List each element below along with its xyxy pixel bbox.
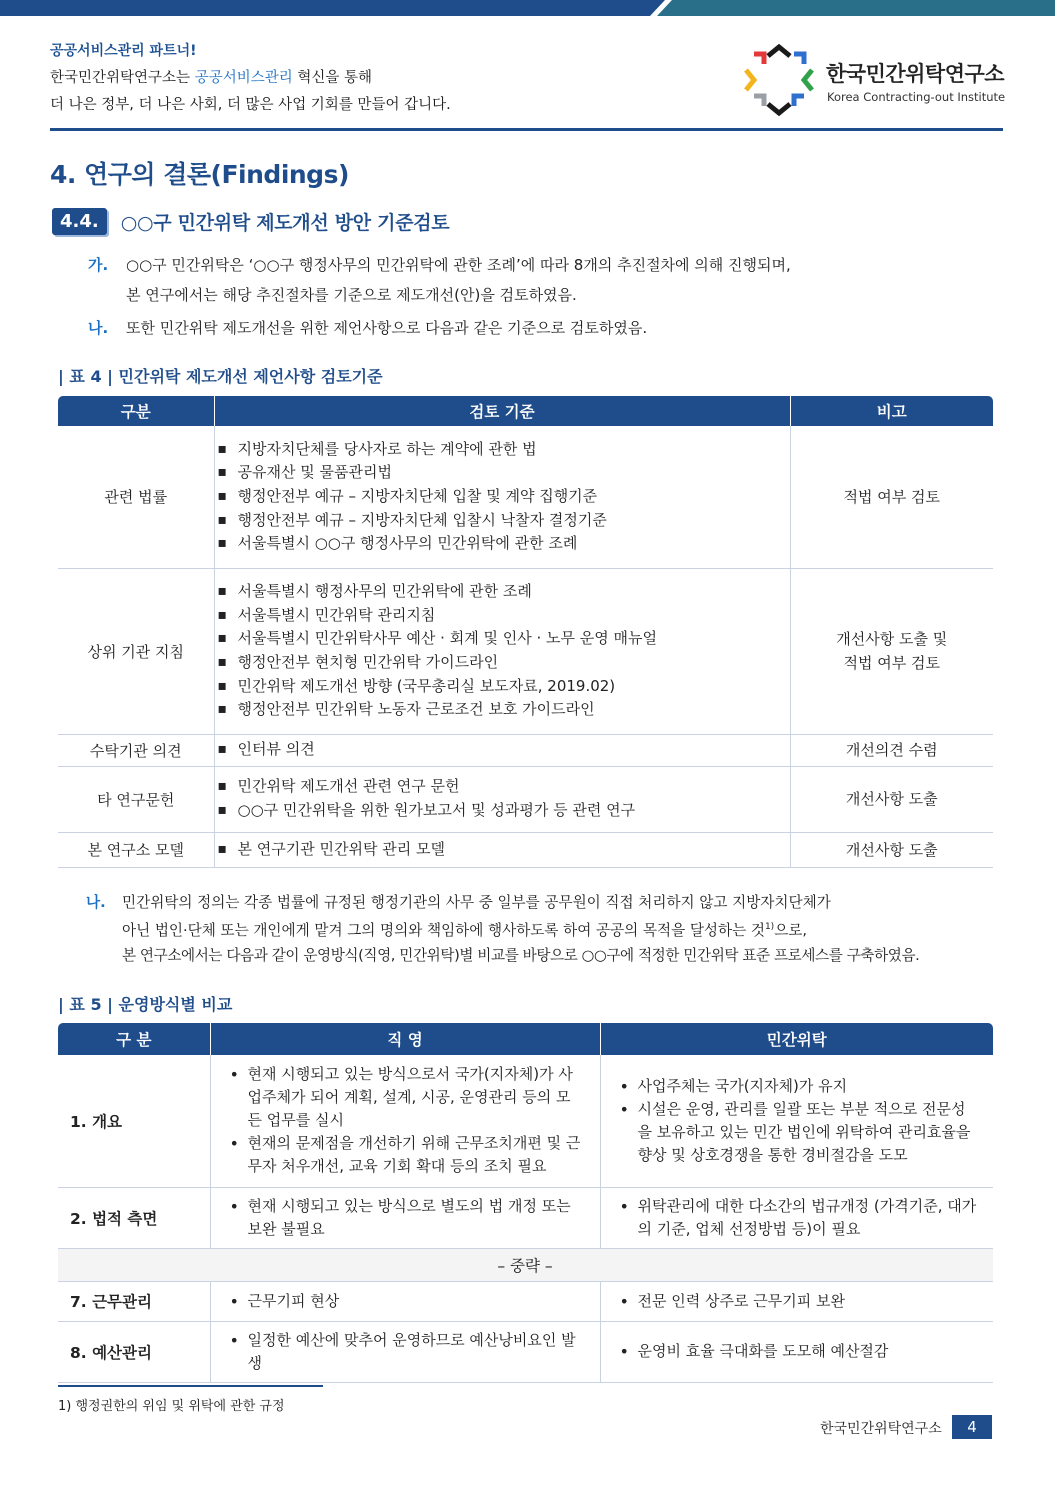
table-row xyxy=(58,832,993,867)
footnote-reference: 1) xyxy=(764,922,775,932)
table-row xyxy=(58,734,993,766)
list-item: ▪ 서울특별시 ○○구 행정사무의 민간위탁에 관한 조례 xyxy=(238,532,789,556)
list-item: ▪ 서울특별시 민간위탁사무 예산 · 회계 및 인사 · 노무 운영 매뉴얼 xyxy=(238,627,789,651)
intro-1-line-2: 본 연구에서는 해당 추진절차를 기준으로 제도개선(안)을 검토하였음. xyxy=(126,286,577,304)
list-item: • 현재의 문제점을 개선하기 위해 근무조치개편 및 근무자 처우개선, 교육 기회 확대 등의 조치 필요 xyxy=(248,1132,585,1178)
header-line-1-post: 혁신을 통해 xyxy=(292,70,373,86)
note-cell xyxy=(790,568,993,734)
top-color-bar xyxy=(0,0,1055,16)
criteria-cell xyxy=(214,766,790,832)
list-item: ▪ 행정안전부 현치형 민간위탁 가이드라인 xyxy=(238,651,789,675)
note-line: 개선사항 도출 및 xyxy=(836,630,948,648)
category-cell: 수탁기관 의견 xyxy=(58,734,214,766)
list-item: ▪ 공유재산 및 물품관리법 xyxy=(238,461,789,485)
header-line-1-pre: 한국민간위탁연구소는 xyxy=(50,70,195,86)
table-4 xyxy=(58,396,993,868)
direct-cell xyxy=(210,1055,600,1187)
intro-1-line-1: ○○구 민간위탁은 ‘○○구 행정사무의 민간위탁에 관한 조례’에 따라 8개의 추진절차에 의해 진행되며, xyxy=(126,256,791,274)
note-cell xyxy=(790,766,993,832)
table-header-cell: 민간위탁 xyxy=(600,1023,993,1055)
criteria-cell xyxy=(214,832,790,867)
table-header-cell: 비고 xyxy=(790,396,993,426)
row-label-cell: 1. 개요 xyxy=(58,1055,210,1187)
list-item: ▪ 서울특별시 행정사무의 민간위탁에 관한 조례 xyxy=(238,580,789,604)
row-label-cell: 7. 근무관리 xyxy=(58,1281,210,1321)
category-cell: 본 연구소 모델 xyxy=(58,832,214,867)
table-row xyxy=(58,568,993,734)
list-item: • 위탁관리에 대한 다소간의 법규개정 (가격기준, 대가의 기준, 업체 선정방법 등)이 필요 xyxy=(638,1195,979,1241)
definition-line-1: 민간위탁의 정의는 각종 법률에 규정된 행정기관의 사무 중 일부를 공무원이 직접 처리하지 않고 지방자치단체가 xyxy=(122,894,831,911)
direct-cell xyxy=(210,1281,600,1321)
logo-mark-icon xyxy=(744,44,814,116)
list-item: ▪ 행정안전부 예규 – 지방자치단체 입찰 및 계약 집행기준 xyxy=(238,485,789,509)
category-cell: 상위 기관 지침 xyxy=(58,568,214,734)
table-5-caption: | 표 5 | 운영방식별 비교 xyxy=(58,995,233,1014)
note-line: 적법 여부 검토 xyxy=(843,654,940,672)
list-item: • 시설은 운영, 관리를 일괄 또는 부분 적으로 전문성을 보유하고 있는 민간 법인에 위탁하여 관리효율을 향상 및 상호경쟁을 통한 경비절감을 도모 xyxy=(638,1098,979,1167)
table-header-row xyxy=(58,1023,993,1055)
table-5 xyxy=(58,1023,993,1383)
list-item: ▪ 행정안전부 민간위탁 노동자 근로조건 보호 가이드라인 xyxy=(238,698,789,722)
list-item: ▪ 인터뷰 의견 xyxy=(238,738,789,762)
note-line: 개선사항 도출 xyxy=(845,840,938,859)
list-item: ▪ 민간위탁 제도개선 방향 (국무총리실 보도자료, 2019.02) xyxy=(238,675,789,699)
table-header-cell: 검토 기준 xyxy=(214,396,790,426)
list-item: ▪ 민간위탁 제도개선 관련 연구 문헌 xyxy=(238,775,789,799)
private-cell xyxy=(600,1187,993,1248)
header-line-1 xyxy=(50,65,451,92)
table-row xyxy=(58,1281,993,1321)
intro-paragraph-1 xyxy=(88,250,791,310)
note-line: 적법 여부 검토 xyxy=(843,487,940,506)
list-item: • 사업주체는 국가(지자체)가 유지 xyxy=(638,1075,979,1098)
subsection-number: 4.4. xyxy=(52,208,107,235)
list-item: • 근무기피 현상 xyxy=(248,1290,585,1313)
list-item: ▪ ○○구 민간위탁을 위한 원가보고서 및 성과평가 등 관련 연구 xyxy=(238,799,789,823)
category-cell: 관련 법률 xyxy=(58,426,214,568)
list-item: ▪ 본 연구기관 민간위탁 관리 모델 xyxy=(238,838,789,862)
footnote-divider xyxy=(58,1385,323,1387)
subsection-title: ○○구 민간위탁 제도개선 방안 기준검토 xyxy=(120,211,450,234)
definition-line-2: 아닌 법인·단체 또는 개인에게 맡겨 그의 명의와 책임하에 행사하도록 하여 공공의 목적을 달성하는 것 xyxy=(122,921,765,939)
list-item: • 전문 인력 상주로 근무기피 보완 xyxy=(638,1290,979,1313)
definition-paragraph xyxy=(86,890,1001,968)
subsection-heading xyxy=(52,206,449,236)
note-cell xyxy=(790,832,993,867)
row-label-cell: 2. 법적 측면 xyxy=(58,1187,210,1248)
logo-org-name-en: Korea Contracting-out Institute xyxy=(827,90,1006,104)
table-header-cell: 직 영 xyxy=(210,1023,600,1055)
definition-line-3: 본 연구소에서는 다음과 같이 운영방식(직영, 민간위탁)별 비교를 바탕으로 ○○구에 적정한 민간위탁 표준 프로세스를 구축하였음. xyxy=(122,946,920,964)
list-item: ▪ 지방자치단체를 당사자로 하는 계약에 관한 법 xyxy=(238,438,789,462)
note-cell xyxy=(790,426,993,568)
header-line-1-highlight: 공공서비스관리 xyxy=(194,70,293,86)
logo-org-name-ko: 한국민간위탁연구소 xyxy=(826,62,1005,86)
category-cell: 타 연구문헌 xyxy=(58,766,214,832)
private-cell xyxy=(600,1281,993,1321)
list-item: • 운영비 효율 극대화를 도모해 예산절감 xyxy=(638,1340,979,1363)
header-slogan xyxy=(50,38,451,119)
private-cell xyxy=(600,1321,993,1382)
table-row xyxy=(58,1055,993,1187)
section-title: 4. 연구의 결론(Findings) xyxy=(50,160,349,189)
table-row xyxy=(58,426,993,568)
table-row xyxy=(58,766,993,832)
direct-cell xyxy=(210,1321,600,1382)
list-item: • 현재 시행되고 있는 방식으로서 국가(지자체)가 사업주체가 되어 계획, 설계, 시공, 운영관리 등의 모든 업무를 실시 xyxy=(248,1063,585,1132)
list-item: • 일정한 예산에 맞추어 운영하므로 예산낭비요인 발생 xyxy=(248,1329,585,1375)
direct-cell xyxy=(210,1187,600,1248)
intro-paragraph-2 xyxy=(88,313,647,343)
table-4-caption: | 표 4 | 민간위탁 제도개선 제언사항 검토기준 xyxy=(58,367,383,386)
org-logo xyxy=(744,44,1006,116)
criteria-cell xyxy=(214,568,790,734)
table-header-cell: 구 분 xyxy=(58,1023,210,1055)
table-header-cell: 구분 xyxy=(58,396,214,426)
definition-line-2-tail: 으로, xyxy=(774,921,808,939)
list-marker: 나. xyxy=(88,319,109,337)
intro-2-line-1: 또한 민간위탁 제도개선을 위한 제언사항으로 다음과 같은 기준으로 검토하였음. xyxy=(126,319,648,337)
omitted-row xyxy=(58,1248,993,1281)
criteria-cell xyxy=(214,426,790,568)
table-header-row xyxy=(58,396,993,426)
header-divider xyxy=(50,128,1003,131)
list-marker: 가. xyxy=(88,256,109,274)
header-line-2: 더 나은 정부, 더 나은 사회, 더 많은 사업 기회를 만들어 갑니다. xyxy=(50,97,451,113)
list-item: ▪ 행정안전부 예규 – 지방자치단체 입찰시 낙찰자 결정기준 xyxy=(238,509,789,533)
list-marker: 나. xyxy=(86,894,106,911)
footer-org-name: 한국민간위탁연구소 xyxy=(820,1421,942,1437)
omitted-marker: – 중략 – xyxy=(58,1248,993,1281)
header-tagline: 공공서비스관리 파트너! xyxy=(50,43,197,59)
row-label-cell: 8. 예산관리 xyxy=(58,1321,210,1382)
table-row xyxy=(58,1187,993,1248)
note-line: 개선사항 도출 xyxy=(845,790,938,808)
page-number: 4 xyxy=(952,1415,992,1439)
footnote: 1) 행정권한의 위임 및 위탁에 관한 규정 xyxy=(58,1399,285,1414)
criteria-cell xyxy=(214,734,790,766)
list-item: ▪ 서울특별시 민간위탁 관리지침 xyxy=(238,604,789,628)
table-row xyxy=(58,1321,993,1382)
private-cell xyxy=(600,1055,993,1187)
note-cell xyxy=(790,734,993,766)
list-item: • 현재 시행되고 있는 방식으로 별도의 법 개정 또는 보완 불필요 xyxy=(248,1195,585,1241)
note-line: 개선의견 수렴 xyxy=(845,741,938,759)
